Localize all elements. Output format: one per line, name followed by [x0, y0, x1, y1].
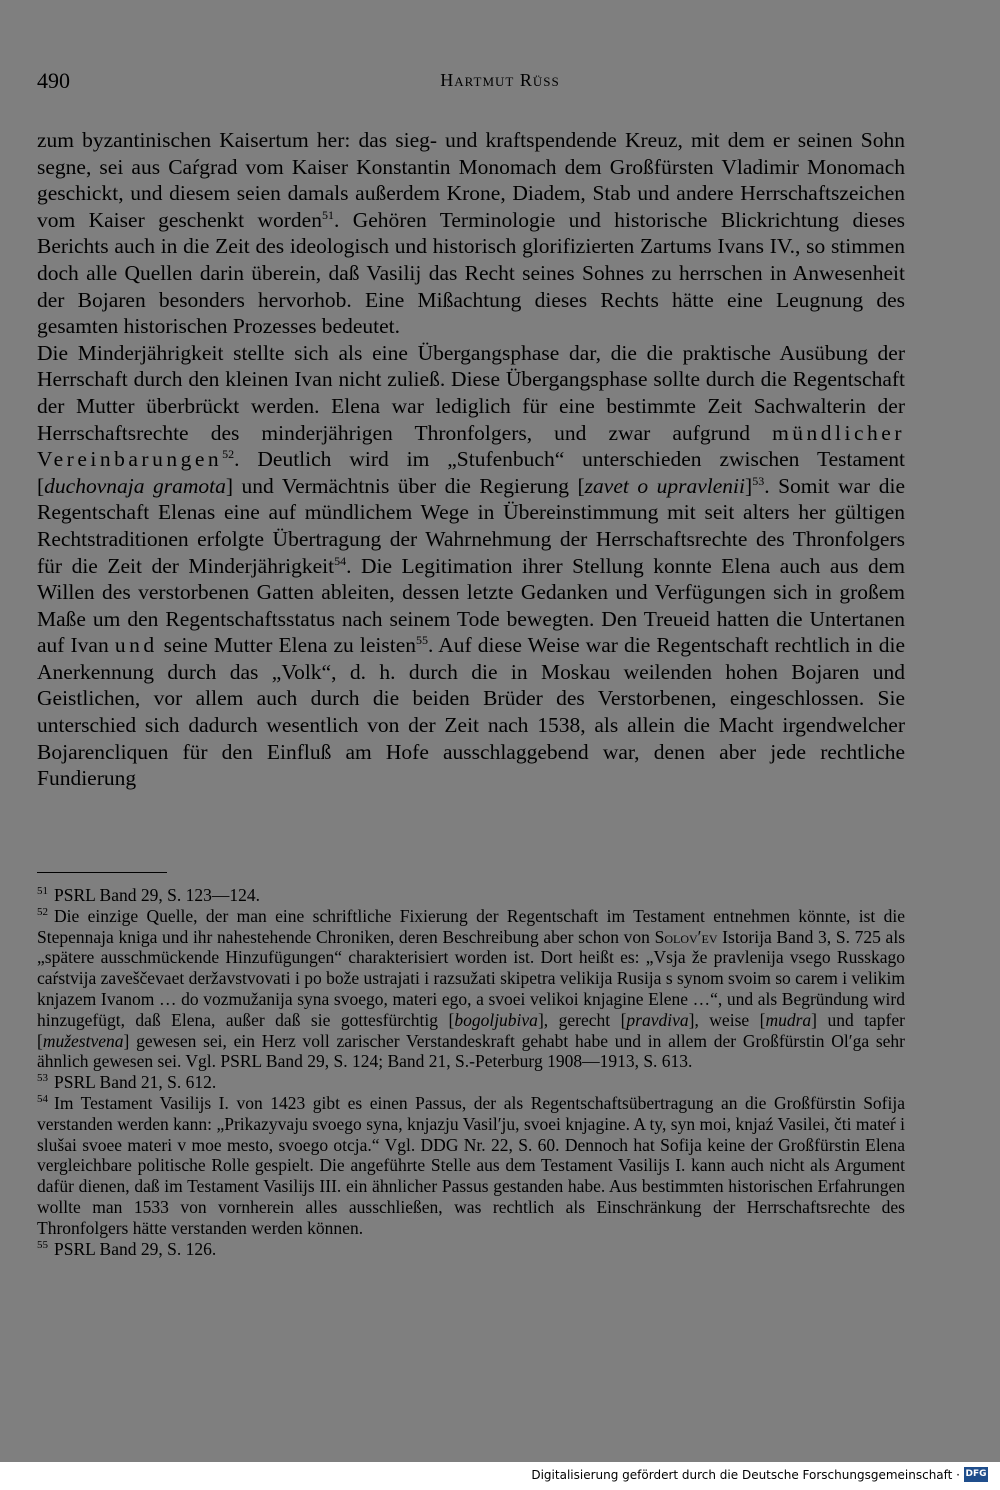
- footnote-ref-51: 51: [321, 207, 334, 222]
- footnote-text: PSRL Band 29, S. 126.: [54, 1238, 217, 1259]
- footnotes: [37, 885, 905, 1259]
- text-run: Die Minderjährigkeit stellte sich als eine Übergangsphase dar, die die praktische Ausübung der Herrschaft durch den kleinen Ivan nicht zuließ. Diese Übergangsphase sollte durch die Regentschaft der Mutter überbrückt werden. Elena war lediglich für eine bestimmte Zeit Sachwalterin der Herrschaftsrechte des minderjährigen Thronfolgers, und zwar aufgrund: [37, 340, 905, 445]
- footnote-number: 54: [37, 1093, 48, 1106]
- body-text: [37, 127, 905, 792]
- footnote-number: 53: [37, 1072, 48, 1085]
- italic-term: mužestvena: [42, 1030, 124, 1051]
- funding-credit: Digitalisierung gefördert durch die Deutsche Forschungsgemeinschaft ·: [531, 1468, 960, 1482]
- footnote-51: [37, 885, 905, 906]
- italic-term: bogoljubiva: [454, 1009, 538, 1030]
- footnote-text: PSRL Band 21, S. 612.: [54, 1072, 217, 1093]
- footnote-text: ] und tapfer [: [37, 1009, 905, 1051]
- text-run: zum byzantinischen Kaisertum her: das sieg- und kraftspendende Kreuz, mit dem er seinen Sohn segne, sei aus Caŕgrad vom Kaiser Konstantin Monomach dem Großfürsten Vladimir Monomach geschickt, und diesem seien damals außerdem Krone, Diadem, Stab und andere Herrschaftszeichen vom Kaiser geschenkt worden: [37, 128, 905, 232]
- dfg-logo: DFG: [964, 1467, 988, 1482]
- footnote-text: ] gewesen sei, ein Herz voll zarischer Verstandeskraft gehabt habe und in allem der Großfürstin Ol′ga sehr ähnlich gewesen sei. Vgl. PSRL Band 29, S. 124; Band 21, S.-Peterburg 1908—1913, S. 613.: [37, 1030, 905, 1072]
- footnote-54: [37, 1093, 905, 1239]
- footnote-ref-53: 53: [752, 473, 765, 488]
- italic-term: zavet o upravlenii: [584, 473, 746, 498]
- footnote-55: [37, 1239, 905, 1260]
- footnote-53: [37, 1072, 905, 1093]
- footnote-number: 51: [37, 885, 48, 898]
- text-run: . Gehören Terminologie und historische Blickrichtung dieses Berichts auch in die Zeit des ideologisch und historisch glorifizierten Zartums Ivans IV., so stimmen doch alle Quellen darin überein, daß Vasilij das Recht seines Sohnes zu herrschen in Anwesenheit der Bojaren besonders hervorhob. Eine Mißachtung dieses Rechts hätte eine Leugnung des gesamten historischen Prozesses bedeutet.: [37, 207, 905, 339]
- footnote-number: 52: [37, 905, 48, 918]
- footnote-text: ], gerecht [: [537, 1009, 627, 1030]
- text-run: . Deutlich wird im „Stufenbuch“ unterschieden zwischen Testament [: [37, 447, 905, 498]
- footnote-separator: [37, 872, 167, 873]
- footnote-text: ], weise [: [688, 1009, 766, 1030]
- footnote-text: Die einzige Quelle, der man eine schriftliche Fixierung der Regentschaft im Testament entnehmen könnte, ist die Stepennaja kniga und ihr nahestehende Chroniken, deren Beschreibung aber schon von: [37, 905, 905, 947]
- text-run: . Die Legitimation ihrer Stellung konnte Elena auch aus dem Willen des verstorbenen Gatten ableiten, dessen letzte Gedanken und Verfügungen sich in großem Maße um den Regentschaftsstatus nach seinem Tode bewegten. Den Treueid hatten die Untertanen auf Ivan: [37, 553, 905, 658]
- italic-term: pravdiva: [626, 1009, 689, 1030]
- footnote-text: Im Testament Vasilijs I. von 1423 gibt es einen Passus, der als Regentschaftsübertragung an die Großfürstin Sofija verstanden werden kann: „Prikazyvaju svoego syna, knjazju Vasil′ju, svoei knjagine. A ty, syn moi, knjaź Vasilei, čti mateŕ i slušai svoee materi v moe mesto, svoego otcja.“ Vgl. DDG Nr. 22, S. 60. Dennoch hat Sofija keine der Großfürstin Elena vergleichbare politische Rolle gespielt. Die angeführte Stelle aus dem Testament Vasilijs I. kann auch nicht als Argument dafür dienen, daß im Testament Vasilijs III. ein ähnlicher Passus gestanden habe. Aus bestimmten historischen Erfahrungen wollte man 1533 von vornherein alles ausschließen, was rechtlich als Einschränkung der Herrschaftsrechte des Thronfolgers hätte verstanden werden können.: [37, 1092, 905, 1238]
- footnote-text: PSRL Band 29, S. 123—124.: [54, 885, 260, 905]
- text-run: ] und Vermächtnis über die Regierung [: [225, 473, 585, 498]
- text-run: . Somit war die Regentschaft Elenas eine auf mündlichem Wege in Übereinstimmung mit seit alters her gültigen Rechtstraditionen erfolgte Übertragung der Wahrnehmung der Herrschaftsrechte des Thronfolgers für die Zeit der Minderjährigkeit: [37, 473, 905, 578]
- page-number: 490: [37, 68, 70, 93]
- text-run: ]: [745, 473, 753, 498]
- paragraph-2: [37, 340, 905, 792]
- footnote-ref-52: 52: [222, 446, 235, 461]
- footnote-ref-54: 54: [334, 553, 347, 568]
- footnote-ref-55: 55: [415, 633, 428, 648]
- author-name: Solov′ev: [654, 926, 718, 947]
- italic-term: duchovnaja gramota: [44, 473, 226, 498]
- footnote-52: [37, 906, 905, 1072]
- text-run: . Auf diese Weise war die Regentschaft rechtlich in die Anerkennung durch das „Volk“, d. h. durch die in Moskau weilenden hohen Bojaren und Geistlichen, vor allem auch durch die beiden Brüder des Verstorbenen, eingeschlossen. Sie unterschied sich dadurch wesentlich von der Zeit nach 1538, als allein die Macht irgendwelcher Bojarencliquen für den Einfluß am Hofe ausschlaggebend war, denen aber jede rechtliche Fundierung: [37, 633, 905, 791]
- footnote-number: 55: [37, 1238, 48, 1251]
- spaced-emphasis: und: [114, 633, 158, 658]
- italic-term: mudra: [765, 1009, 812, 1030]
- text-run: seine Mutter Elena zu leisten: [157, 633, 416, 658]
- paragraph-1: [37, 127, 905, 340]
- footnote-text: Istorija Band 3, S. 725 als „spätere ausschmückende Hinzufügungen“ charakterisiert worden ist. Dort heißt es: „Vsja že pravlenija vsego Russkago caŕstvija zaveščevaet deržavstvovati i po bože ustrajati i razsužati skipetra velikija Rusija s synom svoim so carem i velikim knjazem Ivanom … do vozmužanija syna svoego, materi ego, a svoei velikoi knjagine Elene …“, und als Begründung wird hinzugefügt, daß Elena, außer daß sie gottesfürchtig [: [37, 926, 906, 1030]
- running-head: Hartmut Rüss: [440, 70, 560, 90]
- spaced-emphasis: mündlicher Vereinbarungen: [37, 420, 905, 472]
